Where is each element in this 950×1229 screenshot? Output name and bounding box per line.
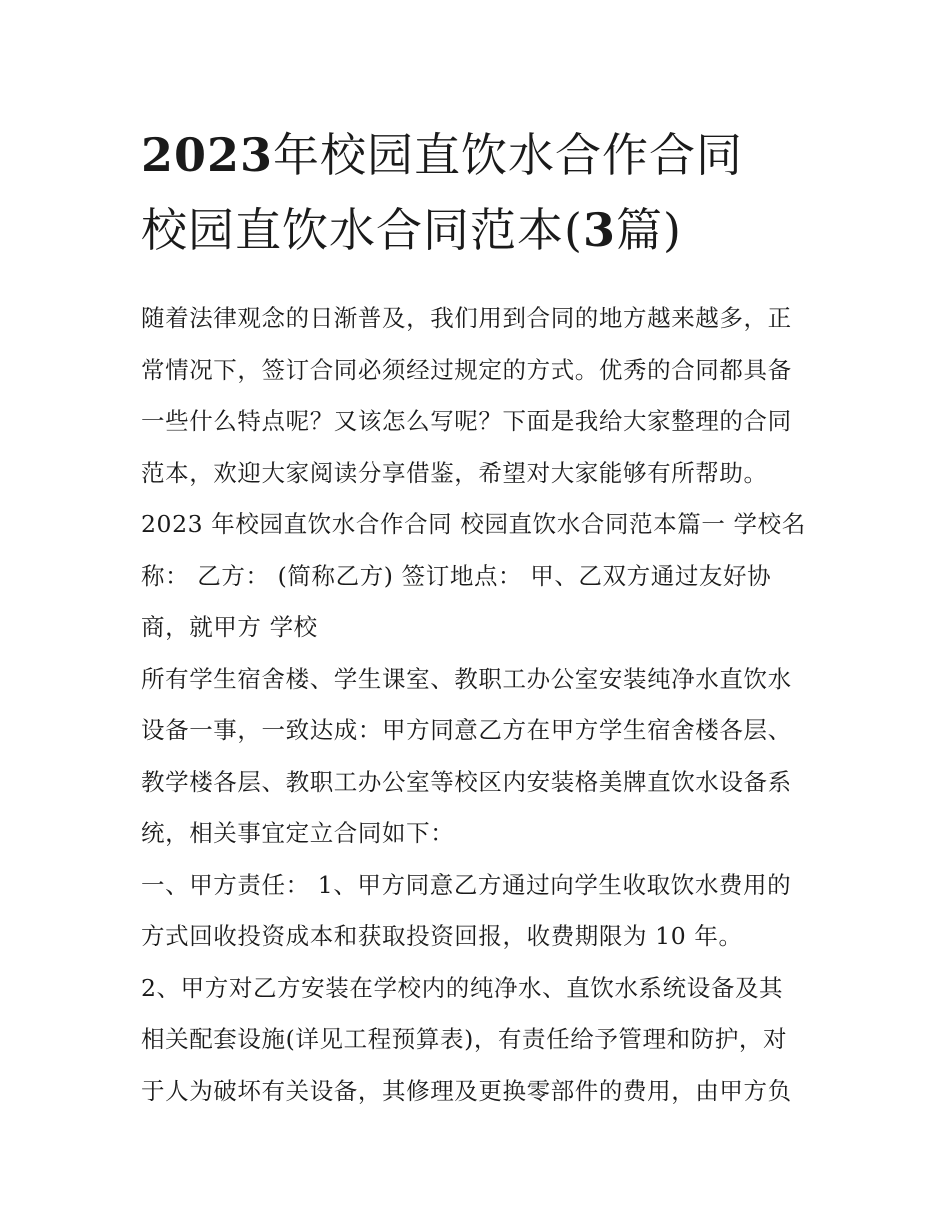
title-line-1-text: 年校园直饮水合作合同 [273, 128, 744, 182]
body-line: 相关配套设施(详见工程预算表)，有责任给予管理和防护，对 [141, 1025, 788, 1053]
title-year: 2023 [141, 128, 274, 182]
body-line: 所有学生宿舍楼、学生课室、教职工办公室安装纯净水直饮水 [141, 664, 792, 693]
body-line: 教学楼各层、教职工办公室等校区内安装格美牌直饮水设备系 [141, 767, 792, 796]
title-line-2 [141, 193, 813, 268]
body-line: 统，相关事宜定立合同如下： [141, 819, 455, 847]
title-count: 3 [582, 203, 616, 257]
body-line: 一些什么特点呢？又该怎么写呢？下面是我给大家整理的合同 [141, 407, 792, 435]
body-line: 随着法律观念的日渐普及，我们用到合同的地方越来越多，正 [141, 304, 792, 332]
body-line: 于人为破坏有关设备，其修理及更换零部件的费用，由甲方负 [141, 1076, 792, 1105]
title-line-1 [141, 118, 813, 193]
title-line-2-pre: 校园直饮水合同范本( [141, 203, 583, 257]
title-line-2-post: 篇) [615, 203, 682, 257]
document-body [141, 293, 813, 1117]
document-title [141, 118, 813, 268]
body-line: 常情况下，签订合同必须经过规定的方式。优秀的合同都具备 [141, 355, 792, 384]
body-line: 商，就甲方 学校 [141, 613, 318, 641]
body-line: 方式回收投资成本和获取投资回报，收费期限为 10 年。 [141, 922, 743, 950]
document-content [141, 118, 813, 1117]
body-line: 范本，欢迎大家阅读分享借鉴，希望对大家能够有所帮助。 [141, 458, 768, 487]
body-line: 一、甲方责任： 1、甲方同意乙方通过向学生收取饮水费用的 [141, 870, 792, 899]
body-line: 2、甲方对乙方安装在学校内的纯净水、直饮水系统设备及其 [141, 973, 784, 1002]
body-line: 2023 年校园直饮水合作合同 校园直饮水合同范本篇一 学校名 [141, 510, 806, 538]
body-line: 称： 乙方： (简称乙方) 签订地点： 甲、乙双方通过友好协 [141, 561, 772, 590]
body-line: 设备一事，一致达成：甲方同意乙方在甲方学生宿舍楼各层、 [141, 716, 792, 744]
